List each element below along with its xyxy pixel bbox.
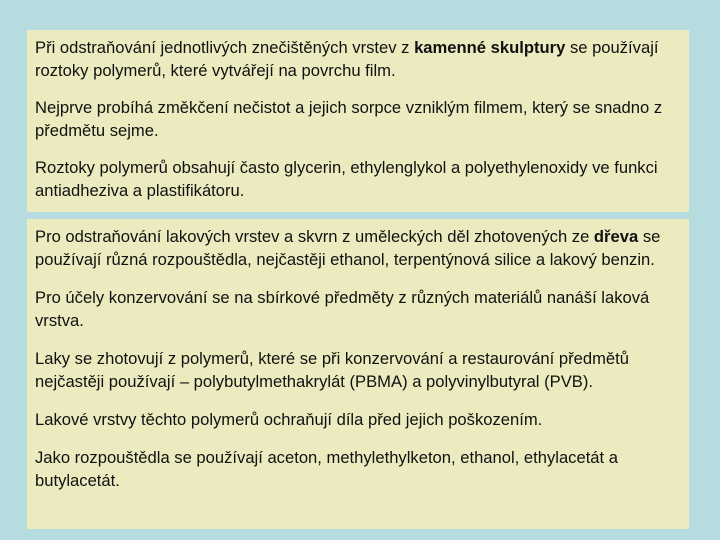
- paragraph-conservation-layer: Pro účely konzervování se na sbírkové předměty z různých materiálů nanáší laková vrstva.: [35, 288, 650, 330]
- wood-varnish-text-panel: [27, 219, 689, 529]
- paragraph-stone-cleaning-start: Při odstraňování jednotlivých znečištěných vrstev z: [35, 38, 415, 57]
- paragraph-polymer-additives: Roztoky polymerů obsahují často glycerin, ethylenglykol a polyethylenoxidy ve funkci antiadheziva a plastifikátoru.: [35, 158, 658, 200]
- paragraph-protection: Lakové vrstvy těchto polymerů ochraňují díla před jejich poškozením.: [35, 410, 543, 429]
- paragraph-wood-varnish-end: se používají různá rozpouštědla, nejčastěji ethanol, terpentýnová silice a lakový benzin.: [35, 227, 661, 269]
- stone-sculpture-text-panel: [27, 30, 689, 212]
- paragraph-varnish-polymers: Laky se zhotovují z polymerů, které se při konzervování a restaurování předmětů nejčastěji používají – polybutylmethakrylát (PBMA) a polyvinylbutyral (PVB).: [35, 349, 629, 391]
- paragraph-film-softening: Nejprve probíhá změkčení nečistot a jejich sorpce vzniklým filmem, který se snadno z předmětu sejme.: [35, 98, 663, 140]
- paragraph-wood-varnish-start: Pro odstraňování lakových vrstev a skvrn z uměleckých děl zhotovených ze: [35, 227, 594, 246]
- emphasis-stone-sculpture: kamenné skulptury: [414, 38, 566, 57]
- paragraph-wood-varnish-removal: [35, 225, 681, 271]
- emphasis-wood: dřeva: [593, 227, 639, 246]
- paragraph-solvents: Jako rozpouštědla se používají aceton, methylethylketon, ethanol, ethylacetát a butylacetát.: [35, 448, 618, 490]
- paragraph-stone-cleaning-end: se používají roztoky polymerů, které vytvářejí na povrchu film.: [35, 38, 659, 80]
- paragraph-stone-cleaning: [35, 36, 681, 82]
